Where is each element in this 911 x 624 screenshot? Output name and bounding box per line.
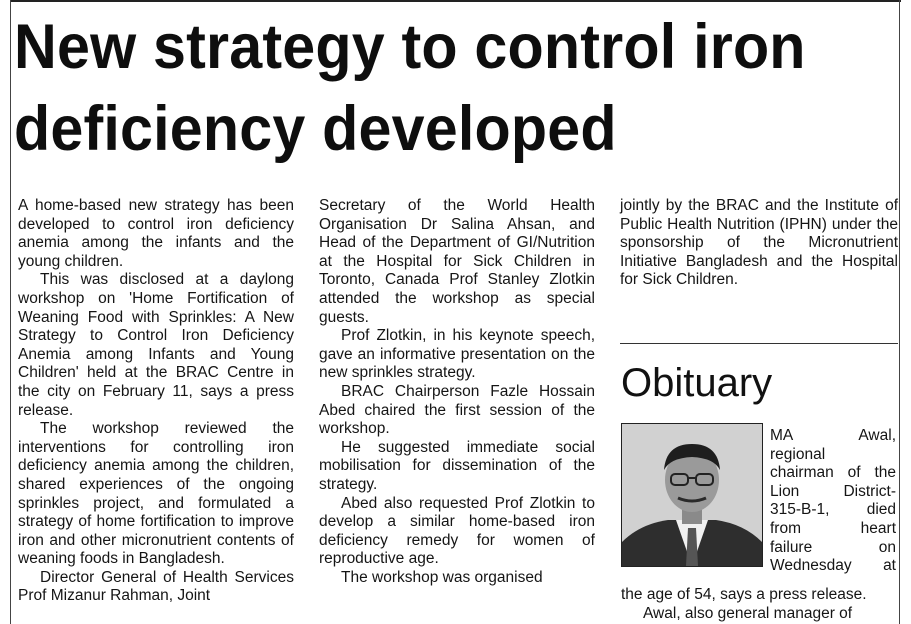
article-paragraph: Secretary of the World Health Organisation Dr Salina Ahsan, and Head of the Department of GI/Nutrition at the Hospital for Sick Children in Toronto, Canada Prof Stanley Zlotkin attended the workshop as special guests. <box>319 197 595 326</box>
article-paragraph: The workshop reviewed the interventions for controlling iron deficiency anemia among the children, shared experiences of the ongoing sprinkles project, and formulated a strategy of home fortification to improve iron and other micronutrient contents of weaning foods in Bangladesh. <box>18 420 294 568</box>
obituary-line: from heart <box>770 519 896 537</box>
headline-line-2: deficiency developed <box>14 94 617 164</box>
obituary-line: chairman of the <box>770 464 896 482</box>
obituary-continuation: the age of 54, says a press release. <box>621 586 867 603</box>
obituary-line: regional <box>770 445 826 463</box>
article-paragraph: BRAC Chairperson Fazle Hossain Abed chaired the first session of the workshop. <box>319 382 595 438</box>
obituary-title: Obituary <box>621 361 773 405</box>
right-border-rule <box>899 0 900 624</box>
obituary-line: MA Awal, <box>770 427 896 444</box>
article-column-1 <box>18 197 294 606</box>
obituary-line: failure on <box>770 538 896 556</box>
article-paragraph: The workshop was organised <box>341 568 543 586</box>
article-paragraph: He suggested immediate social mobilisation for dissemination of the strategy. <box>319 438 595 493</box>
obituary-line: Lion District- <box>770 482 896 500</box>
obituary-line: 315-B-1, died <box>770 501 896 519</box>
article-paragraph: This was disclosed at a daylong workshop on 'Home Fortification of Weaning Food with Sprinkles: A New Strategy to Control Iron Deficiency Anemia among Infants and Young Children' held at the BRAC Centre in the city on February 11, says a press release. <box>18 271 294 419</box>
obituary-line: Wednesday at <box>770 557 896 575</box>
article-paragraph: Prof Zlotkin, in his keynote speech, gave an informative presentation on the new sprinkles strategy. <box>319 327 595 382</box>
top-border-rule <box>10 0 901 2</box>
article-column-3 <box>620 197 898 290</box>
section-divider <box>620 343 898 344</box>
article-paragraph: A home-based new strategy has been developed to control iron deficiency anemia among the infants and the young children. <box>18 197 294 270</box>
article-paragraph: jointly by the BRAC and the Institute of Public Health Nutrition (IPHN) under the sponsorship of the Micronutrient Initiative Bangladesh and the Hospital for Sick Children. <box>620 197 898 289</box>
obituary-body <box>621 586 898 623</box>
portrait-photo <box>621 423 763 567</box>
left-border-rule <box>10 0 11 624</box>
article-column-2 <box>319 197 595 587</box>
article-paragraph: Director General of Health Services Prof Mizanur Rahman, Joint <box>18 568 294 605</box>
obituary-next-paragraph: Awal, also general manager of <box>643 604 853 622</box>
headline <box>14 6 851 170</box>
obituary-side-text <box>770 427 896 576</box>
headline-line-1: New strategy to control iron <box>14 12 806 82</box>
article-paragraph: Abed also requested Prof Zlotkin to develop a similar home-based iron deficiency remedy for women of reproductive age. <box>319 494 595 568</box>
